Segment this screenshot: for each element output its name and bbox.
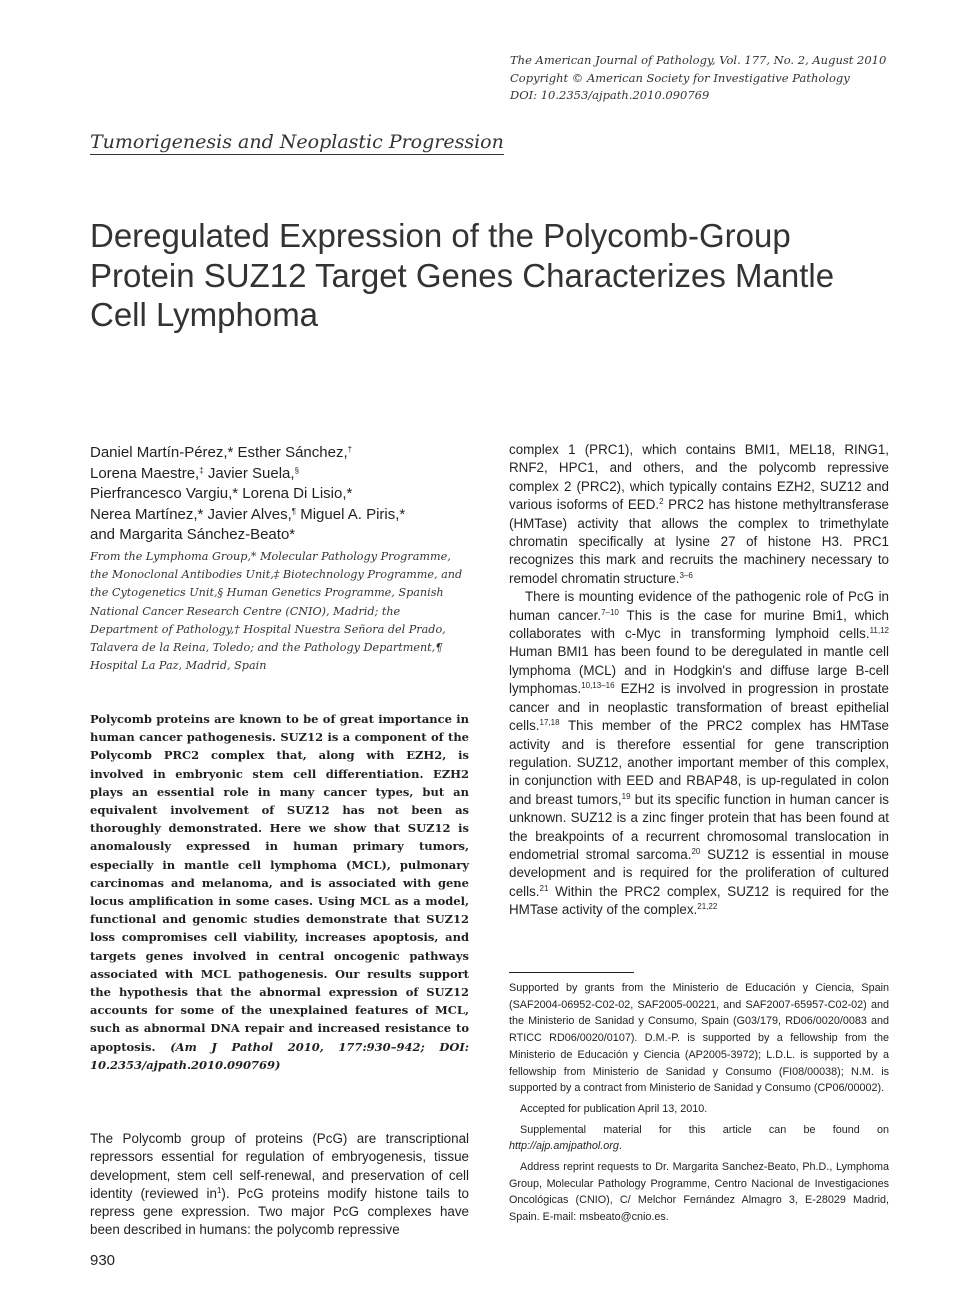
affiliation-line: National Cancer Research Centre (CNIO), Madrid; the (90, 604, 401, 618)
author-line: Lorena Maestre,‡ Javier Suela,§ (90, 464, 300, 482)
section-heading: Tumorigenesis and Neoplastic Progression (90, 131, 504, 153)
title-line: Cell Lymphoma (90, 296, 319, 333)
affiliation-line: Talavera de la Reina, Toledo; and the Pathology Department,¶ (90, 641, 443, 655)
supplemental-note: Supplemental material for this article can be found on http://ajp.amjpathol.org. (509, 1123, 889, 1153)
introduction-paragraph: The Polycomb group of proteins (PcG) are transcriptional repressors essential for regulation of embryogenesis, tissue development, stem cell self-renewal, and preservation of cell identity (reviewed $in^1$). PcG proteins modify histone tails to repress gene expression. Two major PcG complexes have been described in humans: the polycomb repressive (90, 1131, 469, 1238)
funding-note: Supported by grants from the Ministerio de Educación y Ciencia, Spain (SAF2004-06952-C02-02, SAF2005-00221, and SAF2007-65957-C02-02) and the Ministerio de Sanidad y Consumo, Spain (G03/179, RD06/0020/0083 and RTICC RD06/0020/0107). D.M.-P. is supported by a fellowship from the Ministerio de Educación y Ciencia (AP2005-3972); L.D.L. is supported by a fellowship from Ministerio de Sanidad y Consumo (FI08/00038); N.M. is supported by a contract from Ministerio de Sanidad y Consumo (CP06/00002). (509, 982, 889, 1095)
body-paragraph: There is mounting evidence of the pathogenic role of PcG in human cancer.$^{7-10}$ This is the case for murine Bmi1, which collaborates with c-Myc in transforming lymphoid cells.$^{11,12}$ Human BMI1 has been found to be deregulated in mantle cell lymphoma (MCL) and in Hodgkin's and diffuse large B-cell lymphomas.$^{10,13-16}$ EZH2 is involved in progression in prostate cancer and in neoplastic transformation of breast epithelial cells.$^{17,18}$ This member of the PRC2 complex has HMTase activity and is therefore essential for gene transcription regulation. SUZ12, another important member of this complex, in conjunction with EED and RBAP48, is up-regulated in colon and breast tumors,$^{19}$ but its specific function in human cancer is unknown. SUZ12 is a zinc finger protein that has been found at the breakpoints of a recurrent chromosomal translocation in endometrial stromal sarcoma.$^{20}$ SUZ12 is essential in mouse development and is required for the proliferation of cultured cells.$^{21}$ Within the PRC2 complex, SUZ12 is required for the HMTase activity of the complex.$^{21,22}$ (509, 589, 889, 918)
affiliations (90, 548, 474, 675)
address-note: Address reprint requests to Dr. Margarita Sanchez-Beato, Ph.D., Lymphoma Group, Molecular Pathology Programme, Centro Nacional de Investigaciones Oncológicas (CNIO), C/ Melchor Fernández Almagro 3, E-28029 Madrid, Spain. E-mail: msbeato@cnio.es. (509, 1161, 889, 1224)
page-number: 930 (90, 1252, 116, 1269)
journal-header (510, 52, 930, 105)
abstract (90, 710, 469, 1074)
affiliation-line: the Monoclonal Antibodies Unit,‡ Biotechnology Programme, and (90, 568, 463, 582)
footnotes (509, 980, 889, 1230)
affiliation-line: Hospital La Paz, Madrid, Spain (90, 659, 267, 673)
affiliation-line: From the Lymphoma Group,* Molecular Pathology Programme, (90, 550, 451, 563)
accepted-note: Accepted for publication April 13, 2010. (520, 1102, 708, 1115)
body-paragraph: complex 1 (PRC1), which contains BMI1, MEL18, RING1, RNF2, HPC1, and others, and the polycomb repressive complex 2 (PRC2), which typically contains EZH2, SUZ12 and various isoforms of EED.$^2$ PRC2 has histone methyltransferase (HMTase) activity that allows the complex to trimethylate chromatin specifically at lysine 27 of histone H3. PRC1 recognizes this mark and recruits the machinery necessary to remodel chromatin structure.$^{3-6}$ (509, 442, 890, 586)
title-line: Deregulated Expression of the Polycomb-Group (90, 217, 791, 254)
author-line: Pierfrancesco Vargiu,* Lorena Di Lisio,* (90, 485, 353, 502)
journal-copyright: Copyright © American Society for Investigative Pathology (510, 70, 850, 85)
supplemental-link[interactable]: http://ajp.amjpathol.org (509, 1140, 619, 1153)
journal-doi: DOI: 10.2353/ajpath.2010.090769 (510, 88, 710, 102)
right-column-body (509, 441, 889, 920)
author-line: Nerea Martínez,* Javier Alves,¶ Miguel A. Piris,* (90, 505, 406, 523)
article-title (90, 216, 890, 335)
journal-citation: The American Journal of Pathology, Vol. 177, No. 2, August 2010 (510, 53, 887, 67)
author-list (90, 443, 480, 546)
author-line: and Margarita Sánchez-Beato* (90, 526, 296, 543)
title-line: Protein SUZ12 Target Genes Characterizes Mantle (90, 256, 835, 294)
abstract-text: Polycomb proteins are known to be of great importance in human cancer pathogenesis. SUZ12 is a component of the Polycomb PRC2 complex that, along with EZH2, is involved in embryonic stem cell differentiation. EZH2 plays an essential role in many cancer types, but an equivalent involvement of SUZ12 has not been as thoroughly demonstrated. Here we show that SUZ12 is anomalously expressed in human primary tumors, especially in mantle cell lymphoma (MCL), pulmonary carcinomas and melanoma, and is associated with gene locus amplification in some cases. Using MCL as a model, functional and genomic studies demonstrate that SUZ12 loss compromises cell viability, increases apoptosis, and targets genes involved in central oncogenic pathways associated with MCL pathogenesis. Our results support the hypothesis that the abnormal expression of SUZ12 accounts for some of the unexplained features of MCL, such as abnormal DNA repair and increased resistance to apoptosis. (90, 712, 469, 1054)
footnote-divider (509, 972, 634, 973)
abstract-citation: (Am J Pathol 2010, 177:930–942; DOI: 10.2353/ajpath.2010.090769) (90, 1039, 469, 1072)
affiliation-line: the Cytogenetics Unit,§ Human Genetics Programme, Spanish (90, 586, 444, 600)
author-line: Daniel Martín-Pérez,* Esther Sánchez,† (90, 444, 353, 461)
affiliation-line: Department of Pathology,† Hospital Nuestra Señora del Prado, (90, 622, 446, 636)
